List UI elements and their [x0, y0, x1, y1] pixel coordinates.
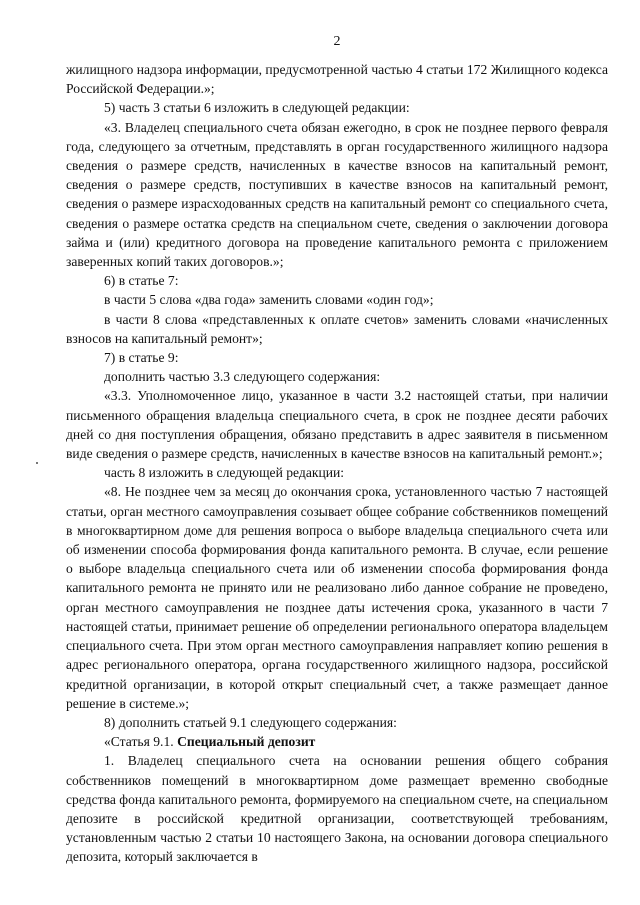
part-8-intro: часть 8 изложить в следующей редакции:	[104, 465, 345, 481]
article-heading	[66, 732, 608, 751]
quote-part-8: «8. Не позднее чем за месяц до окончания срока, установленного частью 7 настоящей статьи, орган местного самоуправления созывает общее собрание собственников помещений в многоквартирном доме для решения вопроса о выборе владельца специального счета или об изменении способа формирования фонда капитального ремонта. В случае, если решение о выборе владельца специального счета или об изменении способа формирования фонда капитального ремонта не принято или не реализовано либо данное собрание не проведено, орган местного самоуправления не позднее даты истечения срока, указанного в части 7 настоящей статьи, принимает решение об определении регионального оператора владельцем специального счета. При этом орган местного самоуправления направляет копию решения в адрес регионального оператора, органа государственного жилищного надзора, российской кредитной организации, в которой открыт специальный счет, а также размещает данное решение в системе.»;	[66, 484, 608, 711]
list-item-7: 7) в статье 9:	[104, 350, 179, 366]
quote-part-3-article-6: «3. Владелец специального счета обязан ежегодно, в срок не позднее первого февраля года, следующего за отчетным, представлять в орган государственного жилищного надзора сведения о размере средств, начисленных в качестве взносов на капитальный ремонт, сведения о размере средств, поступивших в качестве взносов на капитальный ремонт, сведения о размере израсходованных средств на капитальный ремонт со специального счета, сведения о размере остатка средств на специальном счете, сведения о заключении договора займа и (или) кредитного договора на проведение капитального ремонта с приложением заверенных копий таких договоров.»;	[66, 119, 608, 270]
page-number: 2	[333, 34, 341, 49]
quote-part-3-3: «3.3. Уполномоченное лицо, указанное в части 3.2 настоящей статьи, при наличии письменного обращения владельца специального счета, в срок не позднее десяти рабочих дней со дня поступления обращения, обязано представить в адрес заявителя в письменном виде сведения о размере средств, начисленных в качестве взносов на капитальный ремонт.»;	[66, 388, 608, 462]
paragraph-continuation: жилищного надзора информации, предусмотренной частью 4 статьи 172 Жилищного кодекса Российской Федерации.»;	[66, 62, 608, 97]
amendment-part-8: в части 8 слова «представленных к оплате счетов» заменить словами «начисленных взносов на капитальный ремонт»;	[66, 311, 608, 346]
article-heading-title: Специальный депозит	[177, 734, 316, 750]
add-part-3-3: дополнить частью 3.3 следующего содержания:	[104, 369, 381, 385]
amendment-part-5: в части 5 слова «два года» заменить словами «один год»;	[104, 292, 434, 308]
scan-speck	[36, 462, 38, 464]
article-9-1-part-1: 1. Владелец специального счета на основании решения общего собрания собственников помещений в многоквартирном доме размещает временно свободные средства фонда капитального ремонта, формируемого на специальном счете, на специальном депозите в российской кредитной организации, соответствующей требованиям, установленным частью 2 статьи 10 настоящего Закона, на основании договора специального депозита, который заключается в	[66, 753, 608, 865]
list-item-8: 8) дополнить статьей 9.1 следующего содержания:	[104, 714, 397, 730]
document-body	[66, 60, 608, 867]
list-item-5: 5) часть 3 статьи 6 изложить в следующей редакции:	[104, 100, 410, 116]
list-item-6: 6) в статье 7:	[104, 273, 179, 289]
article-heading-prefix: «Статья 9.1.	[104, 734, 174, 750]
